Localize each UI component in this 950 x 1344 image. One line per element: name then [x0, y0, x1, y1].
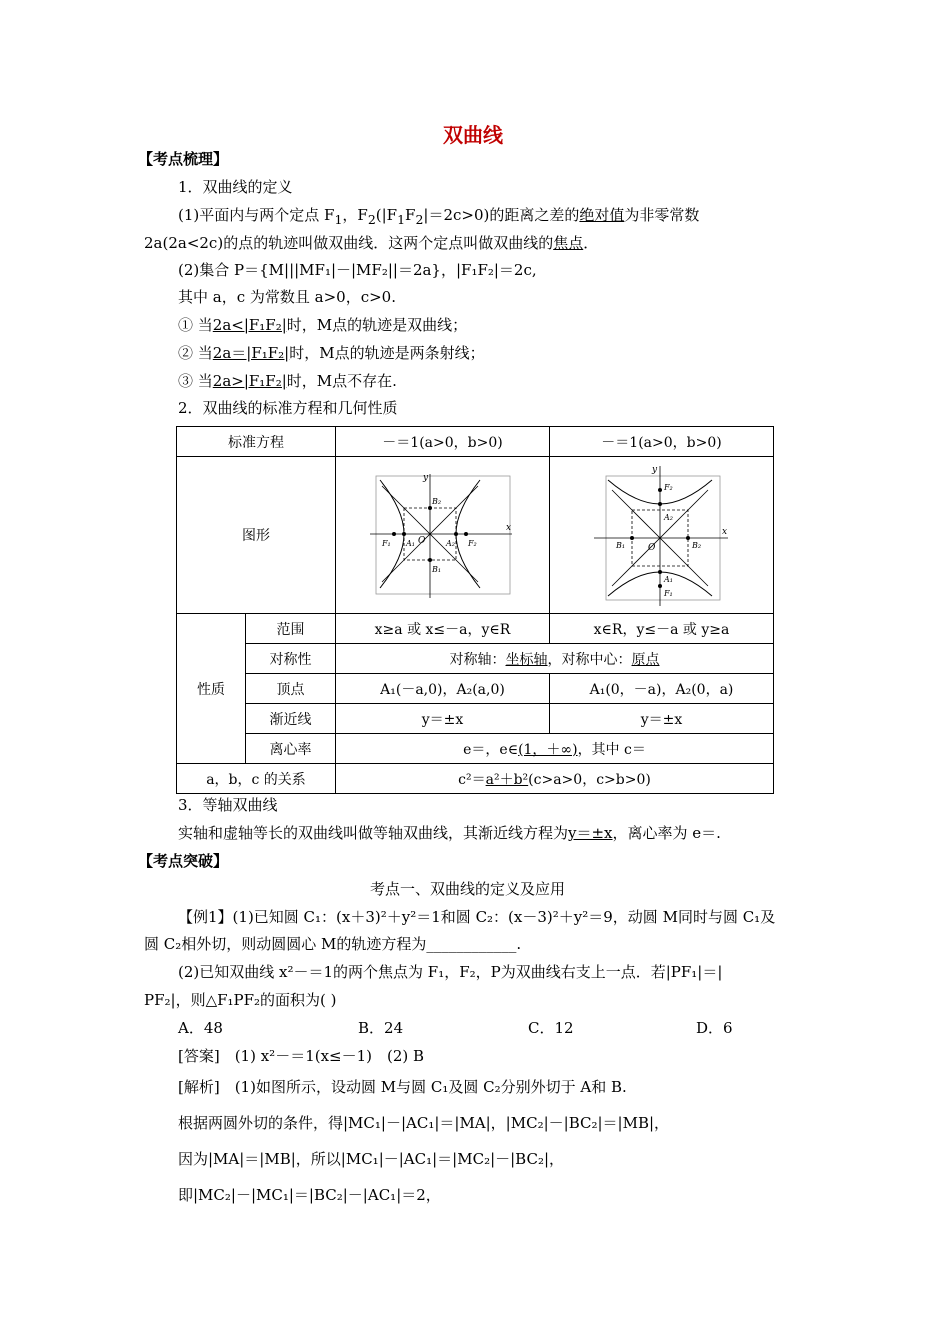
- vertex-a1-dot: [658, 570, 662, 574]
- focus-f2-dot: [658, 488, 662, 492]
- focus-f1-dot: [392, 532, 396, 536]
- example-1-line-1: 【例1】(1)已知圆 C₁：(x＋3)²＋y²＝1和圆 C₂：(x－3)²＋y²＝9，动圆 M同时与圆 C₁及: [178, 908, 776, 926]
- hyperbola-vertical-figure: [592, 462, 732, 608]
- vertex-b1-dot: [428, 558, 432, 562]
- x-axis-label: x: [721, 527, 727, 537]
- set-definition: (2)集合 P＝{M|||MF₁|－|MF₂||＝2a}，|F₁F₂|＝2c,: [178, 261, 537, 279]
- analysis-line-3: 因为|MA|＝|MB|，所以|MC₁|－|AC₁|＝|MC₂|－|BC₂|，: [178, 1150, 565, 1168]
- a2-label: A₂: [663, 513, 673, 522]
- vertex-b2-dot: [686, 536, 690, 540]
- y-axis-label: y: [651, 465, 657, 475]
- f2-label: F₂: [663, 483, 673, 492]
- section-heading-breakthrough: 【考点突破】: [138, 852, 229, 870]
- header-standard-equation: 标准方程: [177, 427, 336, 457]
- answer: [答案] (1) x²－＝1(x≤－1) (2) B: [178, 1047, 425, 1065]
- figure-horizontal-cell: [336, 457, 550, 614]
- y-axis-label: y: [422, 473, 428, 483]
- a1-label: A₁: [663, 575, 673, 584]
- case-1: ① 当2a<|F₁F₂|时，M点的轨迹是双曲线；: [178, 316, 468, 334]
- figure-vertical-cell: [550, 457, 774, 614]
- definition-line-2: 2a(2a<2c)的点的轨迹叫做双曲线．这两个定点叫做双曲线的焦点．: [144, 234, 599, 252]
- example-1-line-3: (2)已知双曲线 x²－＝1的两个焦点为 F₁，F₂，P为双曲线右支上一点．若|PF₁|＝|: [178, 963, 723, 981]
- b2-label: B₂: [431, 497, 441, 506]
- origin-label: O: [647, 543, 655, 553]
- option-c: C．12: [528, 1019, 574, 1037]
- analysis-line-1: [解析] (1)如图所示，设动圆 M与圆 C₁及圆 C₂分别外切于 A和 B.: [178, 1078, 627, 1096]
- option-a: A．48: [178, 1019, 223, 1037]
- eccentricity-label: 离心率: [246, 734, 336, 764]
- case-3: ③ 当2a>|F₁F₂|时，M点不存在.: [178, 372, 397, 390]
- asymptote-horizontal: y＝±x: [336, 704, 550, 734]
- asymptote-vertical: y＝±x: [550, 704, 774, 734]
- f1-label: F₁: [663, 589, 673, 598]
- relation-value: c²＝a²＋b²(c>a>0，c>b>0): [336, 764, 774, 794]
- symmetry-label: 对称性: [246, 644, 336, 674]
- focus-f2-dot: [464, 532, 468, 536]
- page-title: 双曲线: [443, 123, 503, 147]
- vertex-b1-dot: [630, 536, 634, 540]
- vertex-a2-dot: [454, 532, 458, 536]
- focus-f1-dot: [658, 584, 662, 588]
- eccentricity-value: e＝，e∈(1，＋∞)，其中 c＝: [336, 734, 774, 764]
- a2-label: A₂: [445, 539, 455, 548]
- symmetry-value: 对称轴：坐标轴，对称中心：原点: [336, 644, 774, 674]
- vertex-a2-dot: [658, 502, 662, 506]
- properties-table: [176, 426, 774, 794]
- f2-label: F₂: [467, 539, 477, 548]
- option-d: D．6: [696, 1019, 733, 1037]
- b2-label: B₂: [691, 541, 701, 550]
- definition-line-1: (1)平面内与两个定点 $F_1$，$F_2(|F_1F_2|=2c>0)$的距离之差的绝对值为非零常数: [178, 206, 700, 227]
- analysis-line-2: 根据两圆外切的条件，得|MC₁|－|AC₁|＝|MA|，|MC₂|－|BC₂|＝|MB|，: [178, 1114, 670, 1132]
- f1-label: F₁: [381, 539, 391, 548]
- hyperbola-horizontal-figure: [368, 470, 518, 600]
- topic-one-heading: 考点一、双曲线的定义及应用: [370, 880, 566, 898]
- section-heading-review: 【考点梳理】: [138, 150, 229, 168]
- example-1-line-4: PF₂|，则△F₁PF₂的面积为( ): [144, 991, 337, 1009]
- x-axis-label: x: [505, 523, 511, 533]
- vertex-b2-dot: [428, 506, 432, 510]
- vertex-label: 顶点: [246, 674, 336, 704]
- a1-label: A₁: [405, 539, 415, 548]
- range-vertical: x∈R，y≤－a 或 y≥a: [550, 614, 774, 644]
- vertex-horizontal: A₁(－a,0)，A₂(a,0): [336, 674, 550, 704]
- range-horizontal: x≥a 或 x≤－a，y∈R: [336, 614, 550, 644]
- vertex-vertical: A₁(0，－a)，A₂(0，a): [550, 674, 774, 704]
- equilateral-text: 实轴和虚轴等长的双曲线叫做等轴双曲线，其渐近线方程为y＝±x，离心率为 e＝.: [178, 824, 721, 842]
- header-equation-vertical: －＝1(a>0，b>0): [550, 427, 774, 457]
- header-equation-horizontal: －＝1(a>0，b>0): [336, 427, 550, 457]
- analysis-line-4: 即|MC₂|－|MC₁|＝|BC₂|－|AC₁|＝2，: [178, 1186, 441, 1204]
- b1-label: B₁: [615, 541, 625, 550]
- figure-label: 图形: [177, 457, 336, 614]
- vertex-a1-dot: [402, 532, 406, 536]
- heading-standard-equation: 2．双曲线的标准方程和几何性质: [178, 399, 398, 417]
- asymptote-label: 渐近线: [246, 704, 336, 734]
- properties-label: 性质: [177, 614, 246, 764]
- example-1-line-2: 圆 C₂相外切，则动圆圆心 M的轨迹方程为____________.: [144, 935, 522, 953]
- range-label: 范围: [246, 614, 336, 644]
- relation-label: a，b，c 的关系: [177, 764, 336, 794]
- case-2: ② 当2a＝|F₁F₂|时，M点的轨迹是两条射线；: [178, 344, 485, 362]
- heading-equilateral: 3．等轴双曲线: [178, 796, 278, 814]
- option-b: B．24: [358, 1019, 404, 1037]
- b1-label: B₁: [431, 565, 441, 574]
- constants-note: 其中 a，c 为常数且 a>0，c>0.: [178, 288, 396, 306]
- heading-definition: 1．双曲线的定义: [178, 178, 293, 196]
- origin-label: O: [417, 536, 425, 546]
